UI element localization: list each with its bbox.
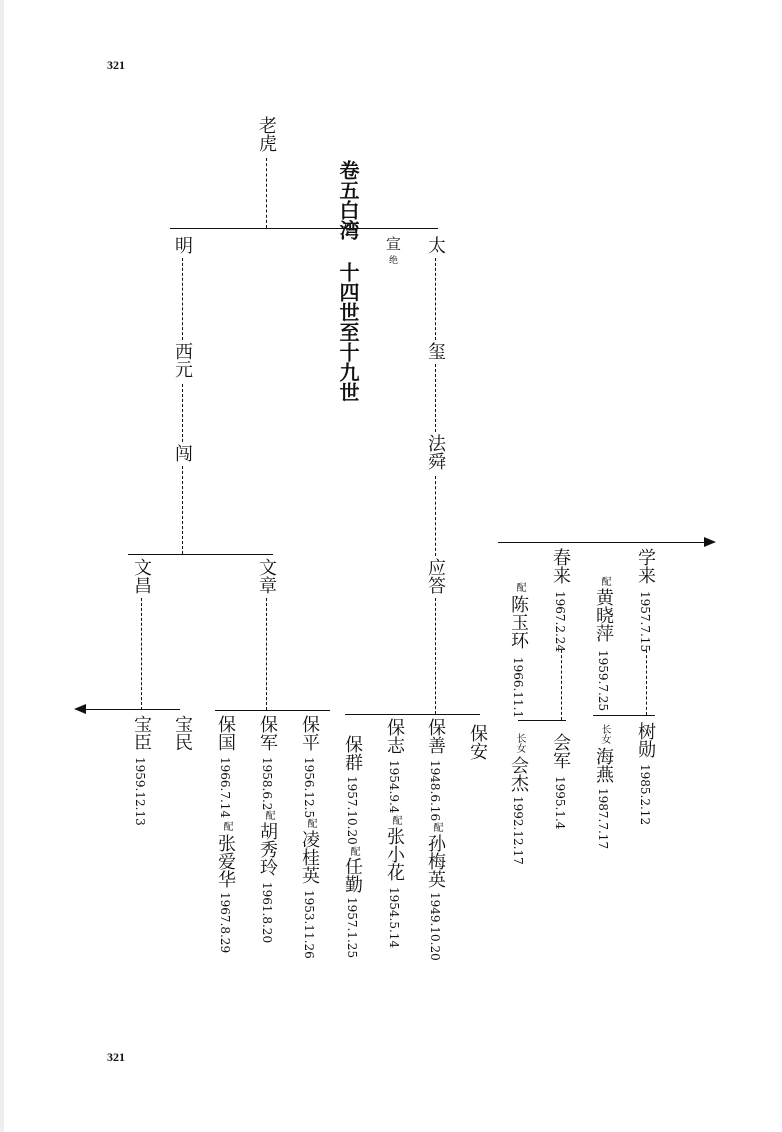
- person-chuang: 闯: [172, 444, 193, 462]
- line-gen18-bar-left: [128, 554, 273, 555]
- person-wenzhang: 文章: [256, 558, 277, 594]
- person-xuelai: 学来: [635, 548, 656, 584]
- page-number-top: 321: [107, 58, 125, 72]
- page-number-bottom: 321: [107, 1050, 125, 1064]
- line-yingda-children: [345, 714, 480, 715]
- label-chunlai-pei: 配: [514, 582, 525, 592]
- line-chunlai: [561, 650, 562, 720]
- line-gen15-bar: [170, 228, 438, 229]
- line-fashun: [435, 476, 436, 556]
- title-generations: 十四世至十九世: [336, 262, 360, 402]
- line-chunlai-children: [518, 720, 566, 721]
- line-xuelai-children: [593, 715, 655, 716]
- line-yingda: [435, 598, 436, 714]
- line-tai: [435, 258, 436, 340]
- person-baoan: 保安: [467, 724, 488, 760]
- line-wenchang: [141, 598, 142, 710]
- line-xi: [435, 364, 436, 432]
- date-huang-xiaoping: 1959.7.25: [596, 650, 610, 712]
- line-ming: [182, 258, 183, 340]
- person-xi: 玺: [425, 342, 446, 360]
- line-continuation-right: [498, 542, 708, 543]
- arrow-left-icon: [74, 703, 86, 715]
- person-wenchang: 文昌: [131, 558, 152, 594]
- line-wenzhang: [266, 598, 267, 710]
- person-tai: 太: [425, 236, 446, 254]
- line-xuelai: [646, 650, 647, 715]
- person-chunlai: 春来: [550, 548, 571, 584]
- ancestor-laohu: 老虎: [256, 116, 277, 152]
- date-chen-yuhuan: 1966.11.1: [511, 657, 525, 719]
- title-volume: 卷五白湾: [336, 160, 360, 240]
- person-xuan: 宣: [384, 236, 402, 251]
- date-xuelai: 1957.7.15: [638, 591, 652, 653]
- line-wenchang-children: [80, 709, 180, 710]
- line-wenzhang-children: [215, 710, 330, 711]
- person-yingda: 应答: [425, 558, 446, 594]
- person-baochen: 宝臣: [131, 715, 152, 751]
- person-chen-yuhuan: 陈玉环: [508, 595, 529, 649]
- line-chuang: [182, 466, 183, 554]
- label-xuelai-pei: 配: [599, 576, 610, 586]
- line-ancestor: [266, 158, 267, 228]
- date-baochen: 1959.12.13: [133, 757, 147, 826]
- person-ming: 明: [172, 236, 193, 254]
- person-xiyuan: 西元: [172, 342, 193, 378]
- page-edge: [0, 0, 4, 1132]
- person-fashun: 法舜: [425, 434, 446, 470]
- person-baomin: 宝民: [172, 715, 193, 751]
- person-huang-xiaoping: 黄晓萍: [593, 588, 614, 642]
- note-xuan-extinct: 绝: [387, 255, 397, 264]
- line-xiyuan: [182, 384, 183, 442]
- arrow-right-icon: [704, 536, 716, 548]
- date-chunlai: 1967.2.24: [553, 591, 567, 653]
